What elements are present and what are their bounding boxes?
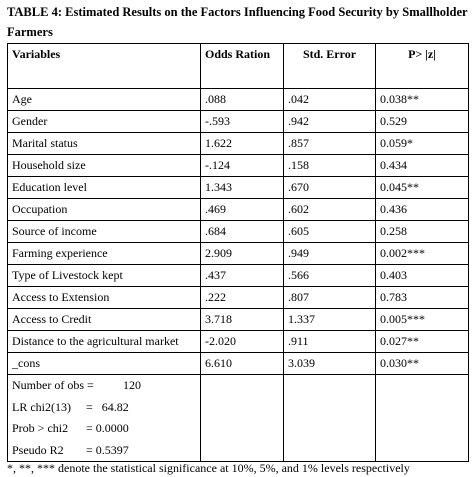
cell-p-value: 0.002*** — [376, 243, 469, 265]
cell-variable: Education level — [8, 177, 201, 199]
cell-std-error: .911 — [284, 331, 376, 353]
cell-odds-ratio: .469 — [201, 199, 284, 221]
cell-std-error: .857 — [284, 133, 376, 155]
stat-label: LR chi2(13) — [12, 399, 71, 414]
cell-p-value: 0.059* — [376, 133, 469, 155]
cell-variable: Farming experience — [8, 243, 201, 265]
table-header-row — [8, 44, 469, 89]
stat-value: = 0.0000 — [86, 421, 129, 435]
table-row — [8, 133, 469, 155]
table-row — [8, 89, 469, 111]
table-row — [8, 177, 469, 199]
cell-odds-ratio: .684 — [201, 221, 284, 243]
results-table — [7, 43, 469, 462]
cell-odds-ratio: 2.909 — [201, 243, 284, 265]
cell-variable: Distance to the agricultural market — [8, 331, 201, 353]
header-p-value: P> |z| — [376, 44, 469, 89]
cell-variable: Access to Extension — [8, 287, 201, 309]
cell-std-error: .158 — [284, 155, 376, 177]
cell-odds-ratio: 3.718 — [201, 309, 284, 331]
cell-std-error: .949 — [284, 243, 376, 265]
table-row — [8, 265, 469, 287]
cell-p-value: 0.529 — [376, 111, 469, 133]
stat-label: Pseudo R2 — [12, 442, 64, 457]
cell-variable: Type of Livestock kept — [8, 265, 201, 287]
table-row — [8, 221, 469, 243]
table-row — [8, 155, 469, 177]
stat-value: = 0.5397 — [86, 442, 129, 457]
cell-std-error: 1.337 — [284, 309, 376, 331]
stat-label: Number of obs = — [12, 378, 94, 392]
cell-variable: Source of income — [8, 221, 201, 243]
stat-number-of-obs — [12, 375, 196, 397]
stat-value: = 64.82 — [86, 399, 129, 414]
header-std-error: Std. Error — [284, 44, 376, 89]
empty-cell — [284, 375, 376, 462]
cell-p-value: 0.436 — [376, 199, 469, 221]
table-body — [8, 89, 469, 462]
model-stats-row — [8, 375, 469, 462]
table-row — [8, 111, 469, 133]
model-stats-cell — [8, 375, 201, 462]
table-row — [8, 199, 469, 221]
header-variables: Variables — [8, 44, 201, 89]
cell-p-value: 0.030** — [376, 353, 469, 375]
table-row — [8, 243, 469, 265]
cell-std-error: .942 — [284, 111, 376, 133]
cell-odds-ratio: 1.343 — [201, 177, 284, 199]
cell-odds-ratio: .088 — [201, 89, 284, 111]
table-row — [8, 309, 469, 331]
header-odds-ratio: Odds Ration — [201, 44, 284, 89]
cell-p-value: 0.045** — [376, 177, 469, 199]
cell-odds-ratio: 6.610 — [201, 353, 284, 375]
table-row — [8, 353, 469, 375]
table-caption: TABLE 4: Estimated Results on the Factors Influencing Food Security by Smallholder Farmers — [7, 5, 468, 39]
table-row — [8, 287, 469, 309]
cell-variable: Household size — [8, 155, 201, 177]
stat-lr-chi2 — [12, 397, 196, 419]
cell-std-error: .602 — [284, 199, 376, 221]
cell-std-error: 3.039 — [284, 353, 376, 375]
cell-p-value: 0.783 — [376, 287, 469, 309]
stat-value: 120 — [123, 378, 141, 392]
cell-std-error: .807 — [284, 287, 376, 309]
cell-p-value: 0.038** — [376, 89, 469, 111]
cell-p-value: 0.258 — [376, 221, 469, 243]
cell-odds-ratio: -.593 — [201, 111, 284, 133]
cell-odds-ratio: .437 — [201, 265, 284, 287]
cell-variable: Access to Credit — [8, 309, 201, 331]
empty-cell — [201, 375, 284, 462]
cell-variable: Age — [8, 89, 201, 111]
cell-variable: Occupation — [8, 199, 201, 221]
cell-p-value: 0.005*** — [376, 309, 469, 331]
cell-std-error: .605 — [284, 221, 376, 243]
stat-pseudo-r2 — [12, 440, 196, 462]
table-footnote: *, **, *** denote the statistical significance at 10%, 5%, and 1% levels respectively — [7, 461, 410, 475]
table-row — [8, 331, 469, 353]
cell-variable: _cons — [8, 353, 201, 375]
cell-std-error: .670 — [284, 177, 376, 199]
stat-prob-chi2 — [12, 418, 196, 440]
cell-variable: Marital status — [8, 133, 201, 155]
cell-p-value: 0.403 — [376, 265, 469, 287]
cell-odds-ratio: .222 — [201, 287, 284, 309]
stat-label: Prob > chi2 — [12, 421, 69, 435]
cell-p-value: 0.434 — [376, 155, 469, 177]
cell-odds-ratio: 1.622 — [201, 133, 284, 155]
cell-odds-ratio: -2.020 — [201, 331, 284, 353]
cell-std-error: .042 — [284, 89, 376, 111]
cell-variable: Gender — [8, 111, 201, 133]
cell-p-value: 0.027** — [376, 331, 469, 353]
cell-odds-ratio: -.124 — [201, 155, 284, 177]
empty-cell — [376, 375, 469, 462]
cell-std-error: .566 — [284, 265, 376, 287]
